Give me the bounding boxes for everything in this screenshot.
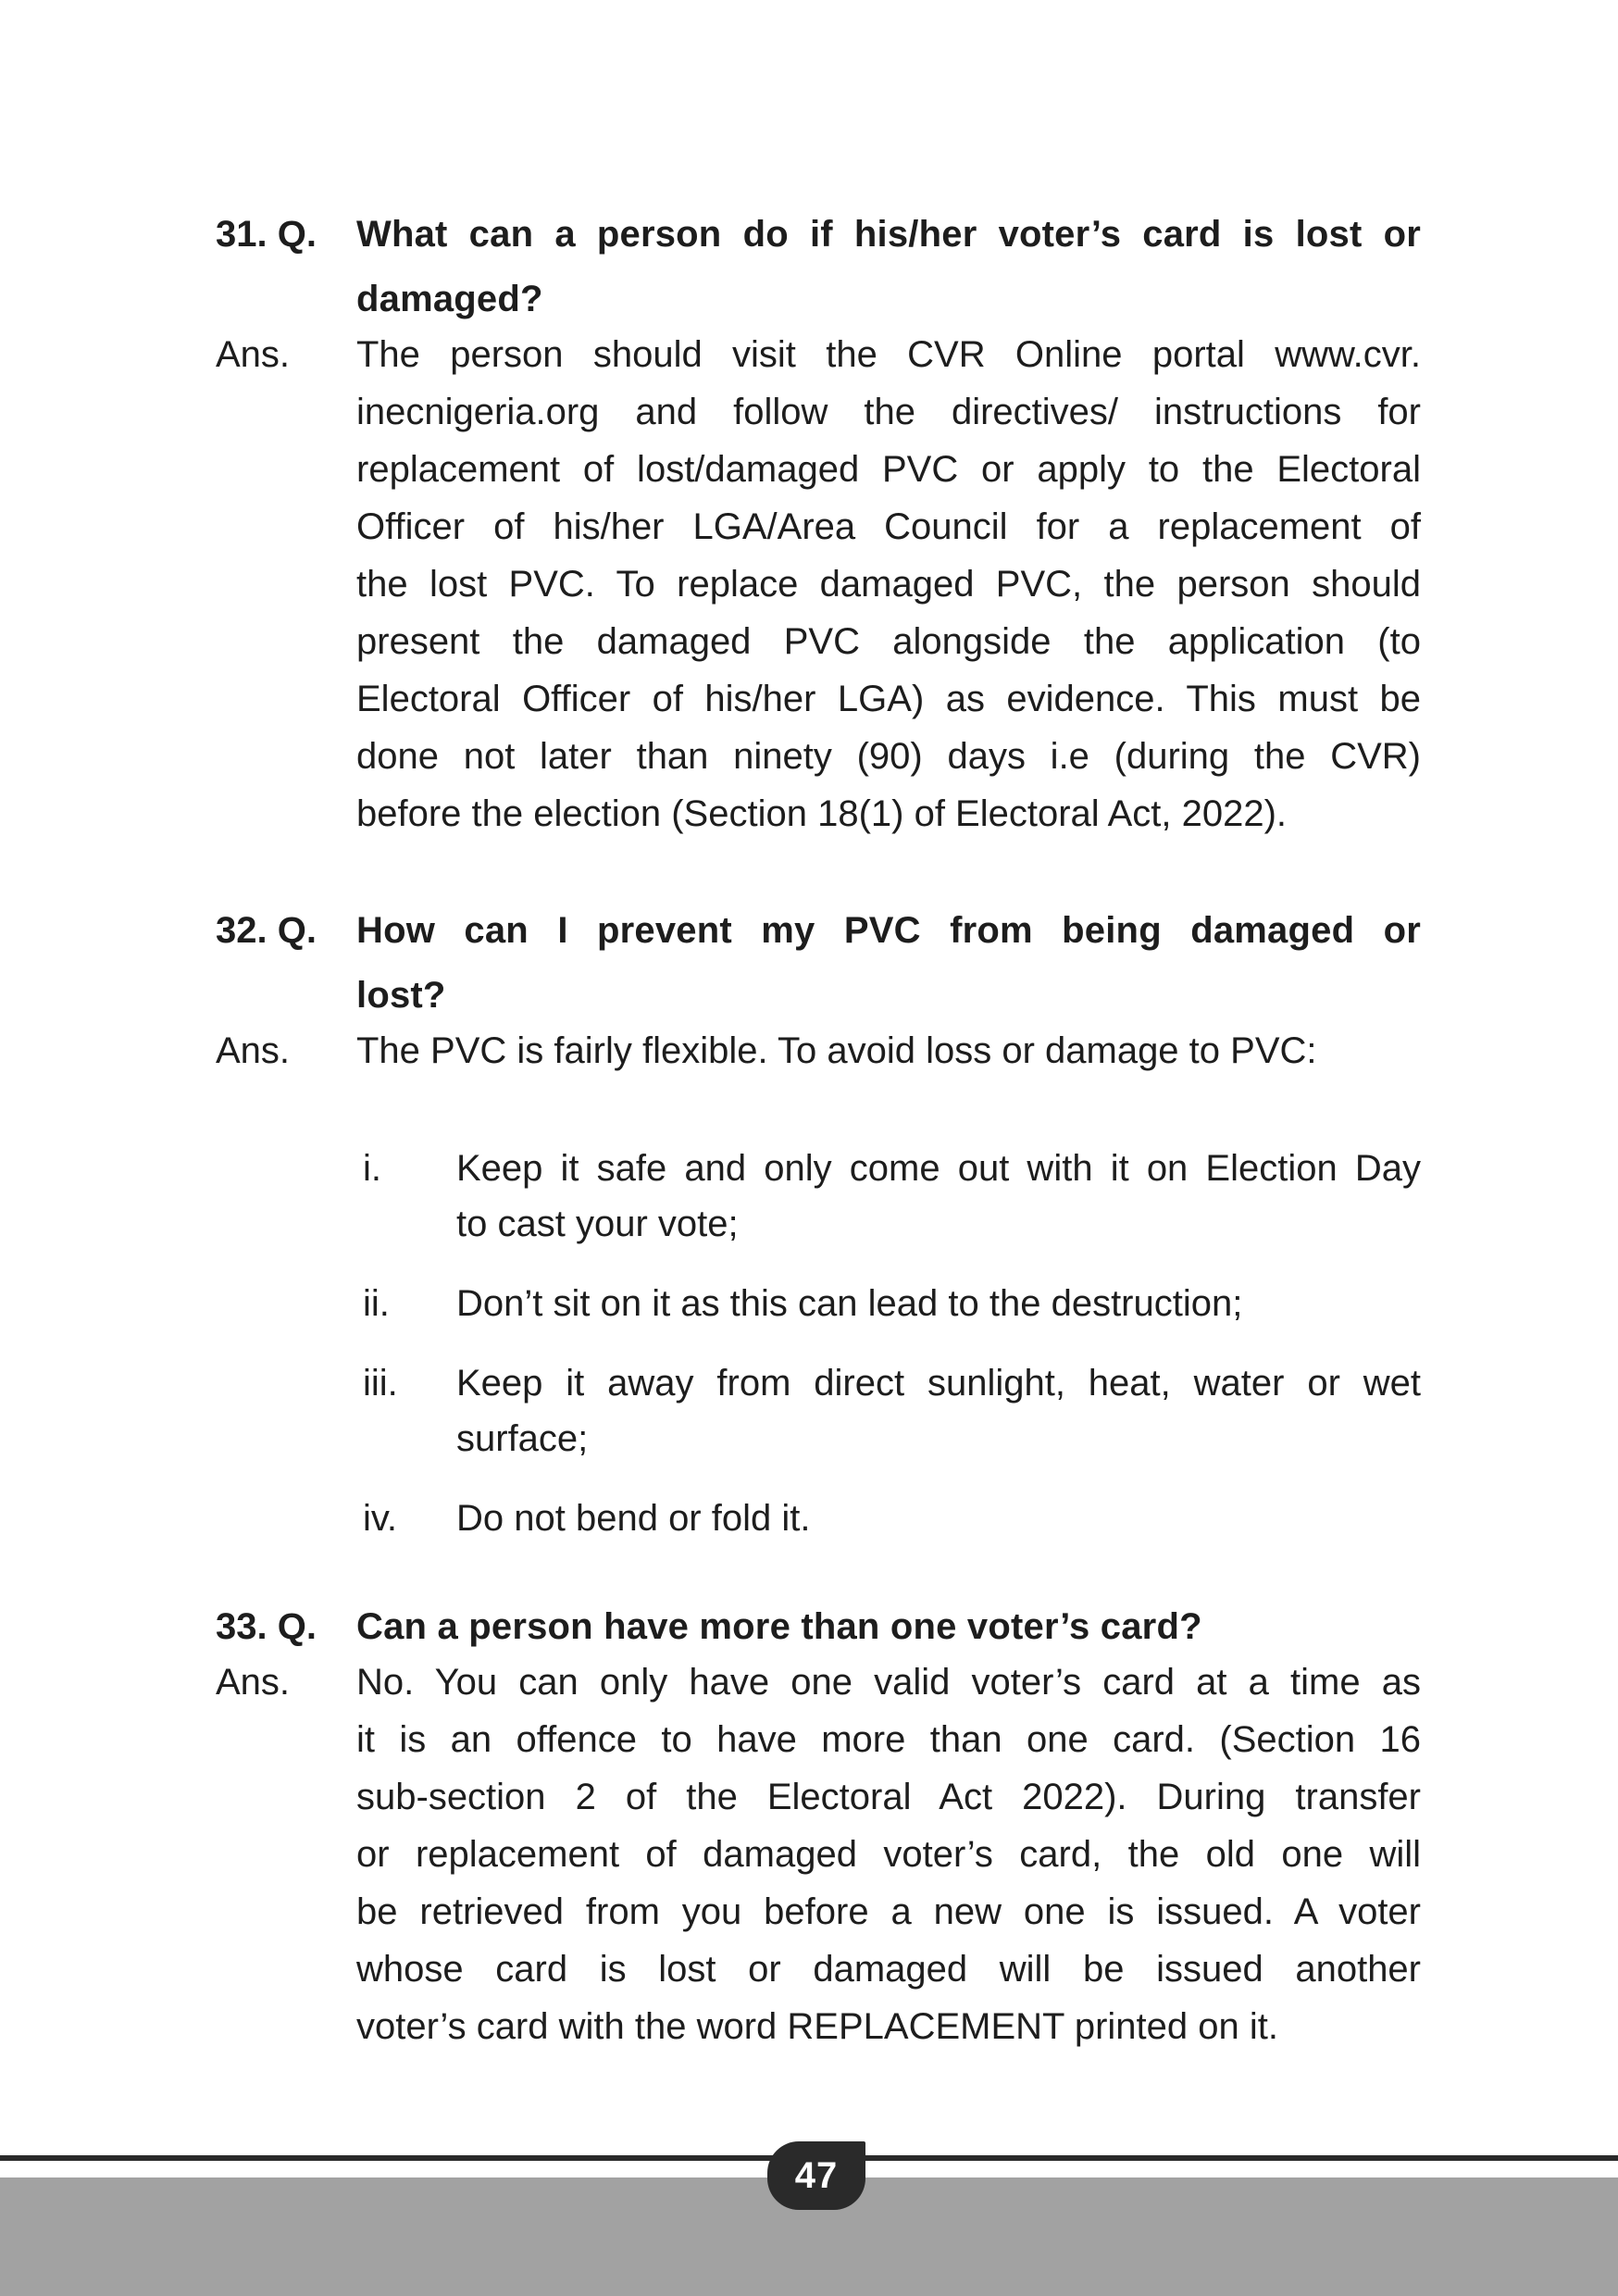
answer-line: The PVC is fairly flexible. To avoid loss or damage to PVC: xyxy=(356,1030,1317,1071)
answer-line: Electoral Officer of his/her LGA) as evidence. This must be xyxy=(356,679,1421,719)
page-number: 47 xyxy=(794,2154,839,2196)
answer-line: whose card is lost or damaged will be issued another xyxy=(356,1949,1421,1990)
list-marker: iv. xyxy=(363,1498,398,1539)
list-item-text xyxy=(456,1141,1421,1252)
answer-list xyxy=(356,1141,1421,1546)
list-line: Keep it safe and only come out with it on Election Day xyxy=(456,1148,1421,1189)
question-line: How can I prevent my PVC from being damaged or xyxy=(356,910,1421,951)
answer-line: before the election (Section 18(1) of Electoral Act, 2022). xyxy=(356,793,1288,834)
answer-label: Ans. xyxy=(216,1662,291,1703)
list-line: to cast your vote; xyxy=(456,1204,739,1244)
question-line: What can a person do if his/her voter’s card is lost or xyxy=(356,214,1421,255)
question-line: damaged? xyxy=(356,279,543,319)
qa-item-32 xyxy=(216,898,1421,1546)
question-text xyxy=(356,1594,1421,1659)
answer-text xyxy=(356,1653,1421,2055)
list-item xyxy=(356,1491,1421,1546)
list-item xyxy=(356,1355,1421,1466)
answer-line: inecnigeria.org and follow the directives/ instructions for xyxy=(356,392,1421,432)
page-content xyxy=(216,202,1421,2055)
qa-item-33 xyxy=(216,1594,1421,2055)
list-item-text xyxy=(456,1276,1421,1331)
list-line: Do not bend or fold it. xyxy=(456,1498,811,1539)
answer-line: voter’s card with the word REPLACEMENT printed on it. xyxy=(356,2006,1278,2047)
answer-line: replacement of lost/damaged PVC or apply to the Electoral xyxy=(356,449,1421,490)
question-number-label: 31. Q. xyxy=(216,214,317,255)
list-line: Keep it away from direct sunlight, heat, water or wet xyxy=(456,1363,1421,1404)
question-line: Can a person have more than one voter’s card? xyxy=(356,1606,1202,1647)
list-marker: ii. xyxy=(363,1283,390,1324)
question-row xyxy=(216,898,1421,1028)
answer-row xyxy=(216,1653,1421,2055)
list-item-text xyxy=(456,1491,1421,1546)
question-number-label: 32. Q. xyxy=(216,910,317,951)
answer-line: done not later than ninety (90) days i.e (during the CVR) xyxy=(356,736,1421,777)
question-line: lost? xyxy=(356,975,446,1016)
list-item xyxy=(356,1141,1421,1252)
answer-row xyxy=(216,1022,1421,1079)
question-row xyxy=(216,1594,1421,1659)
qa-item-31 xyxy=(216,202,1421,842)
answer-label: Ans. xyxy=(216,1030,291,1071)
list-line: Don’t sit on it as this can lead to the destruction; xyxy=(456,1283,1243,1324)
answer-line: it is an offence to have more than one card. (Section 16 xyxy=(356,1719,1421,1760)
answer-label: Ans. xyxy=(216,334,291,375)
list-marker: iii. xyxy=(363,1363,398,1404)
answer-line: the lost PVC. To replace damaged PVC, the person should xyxy=(356,564,1421,605)
answer-line: Officer of his/her LGA/Area Council for a replacement of xyxy=(356,506,1421,547)
answer-row xyxy=(216,326,1421,842)
question-row xyxy=(216,202,1421,331)
list-item-text xyxy=(456,1355,1421,1466)
answer-line: No. You can only have one valid voter’s card at a time as xyxy=(356,1662,1421,1703)
answer-line: The person should visit the CVR Online portal www.cvr. xyxy=(356,334,1421,375)
question-text xyxy=(356,898,1421,1028)
list-item xyxy=(356,1276,1421,1331)
answer-line: sub-section 2 of the Electoral Act 2022). During transfer xyxy=(356,1777,1421,1817)
answer-text xyxy=(356,326,1421,842)
answer-line: or replacement of damaged voter’s card, the old one will xyxy=(356,1834,1421,1875)
page-number-badge xyxy=(767,2141,865,2210)
list-marker: i. xyxy=(363,1148,381,1189)
answer-line: present the damaged PVC alongside the application (to xyxy=(356,621,1421,662)
answer-line: be retrieved from you before a new one is issued. A voter xyxy=(356,1891,1421,1932)
question-number-label: 33. Q. xyxy=(216,1606,317,1647)
question-text xyxy=(356,202,1421,331)
answer-text xyxy=(356,1022,1421,1079)
list-line: surface; xyxy=(456,1418,589,1459)
